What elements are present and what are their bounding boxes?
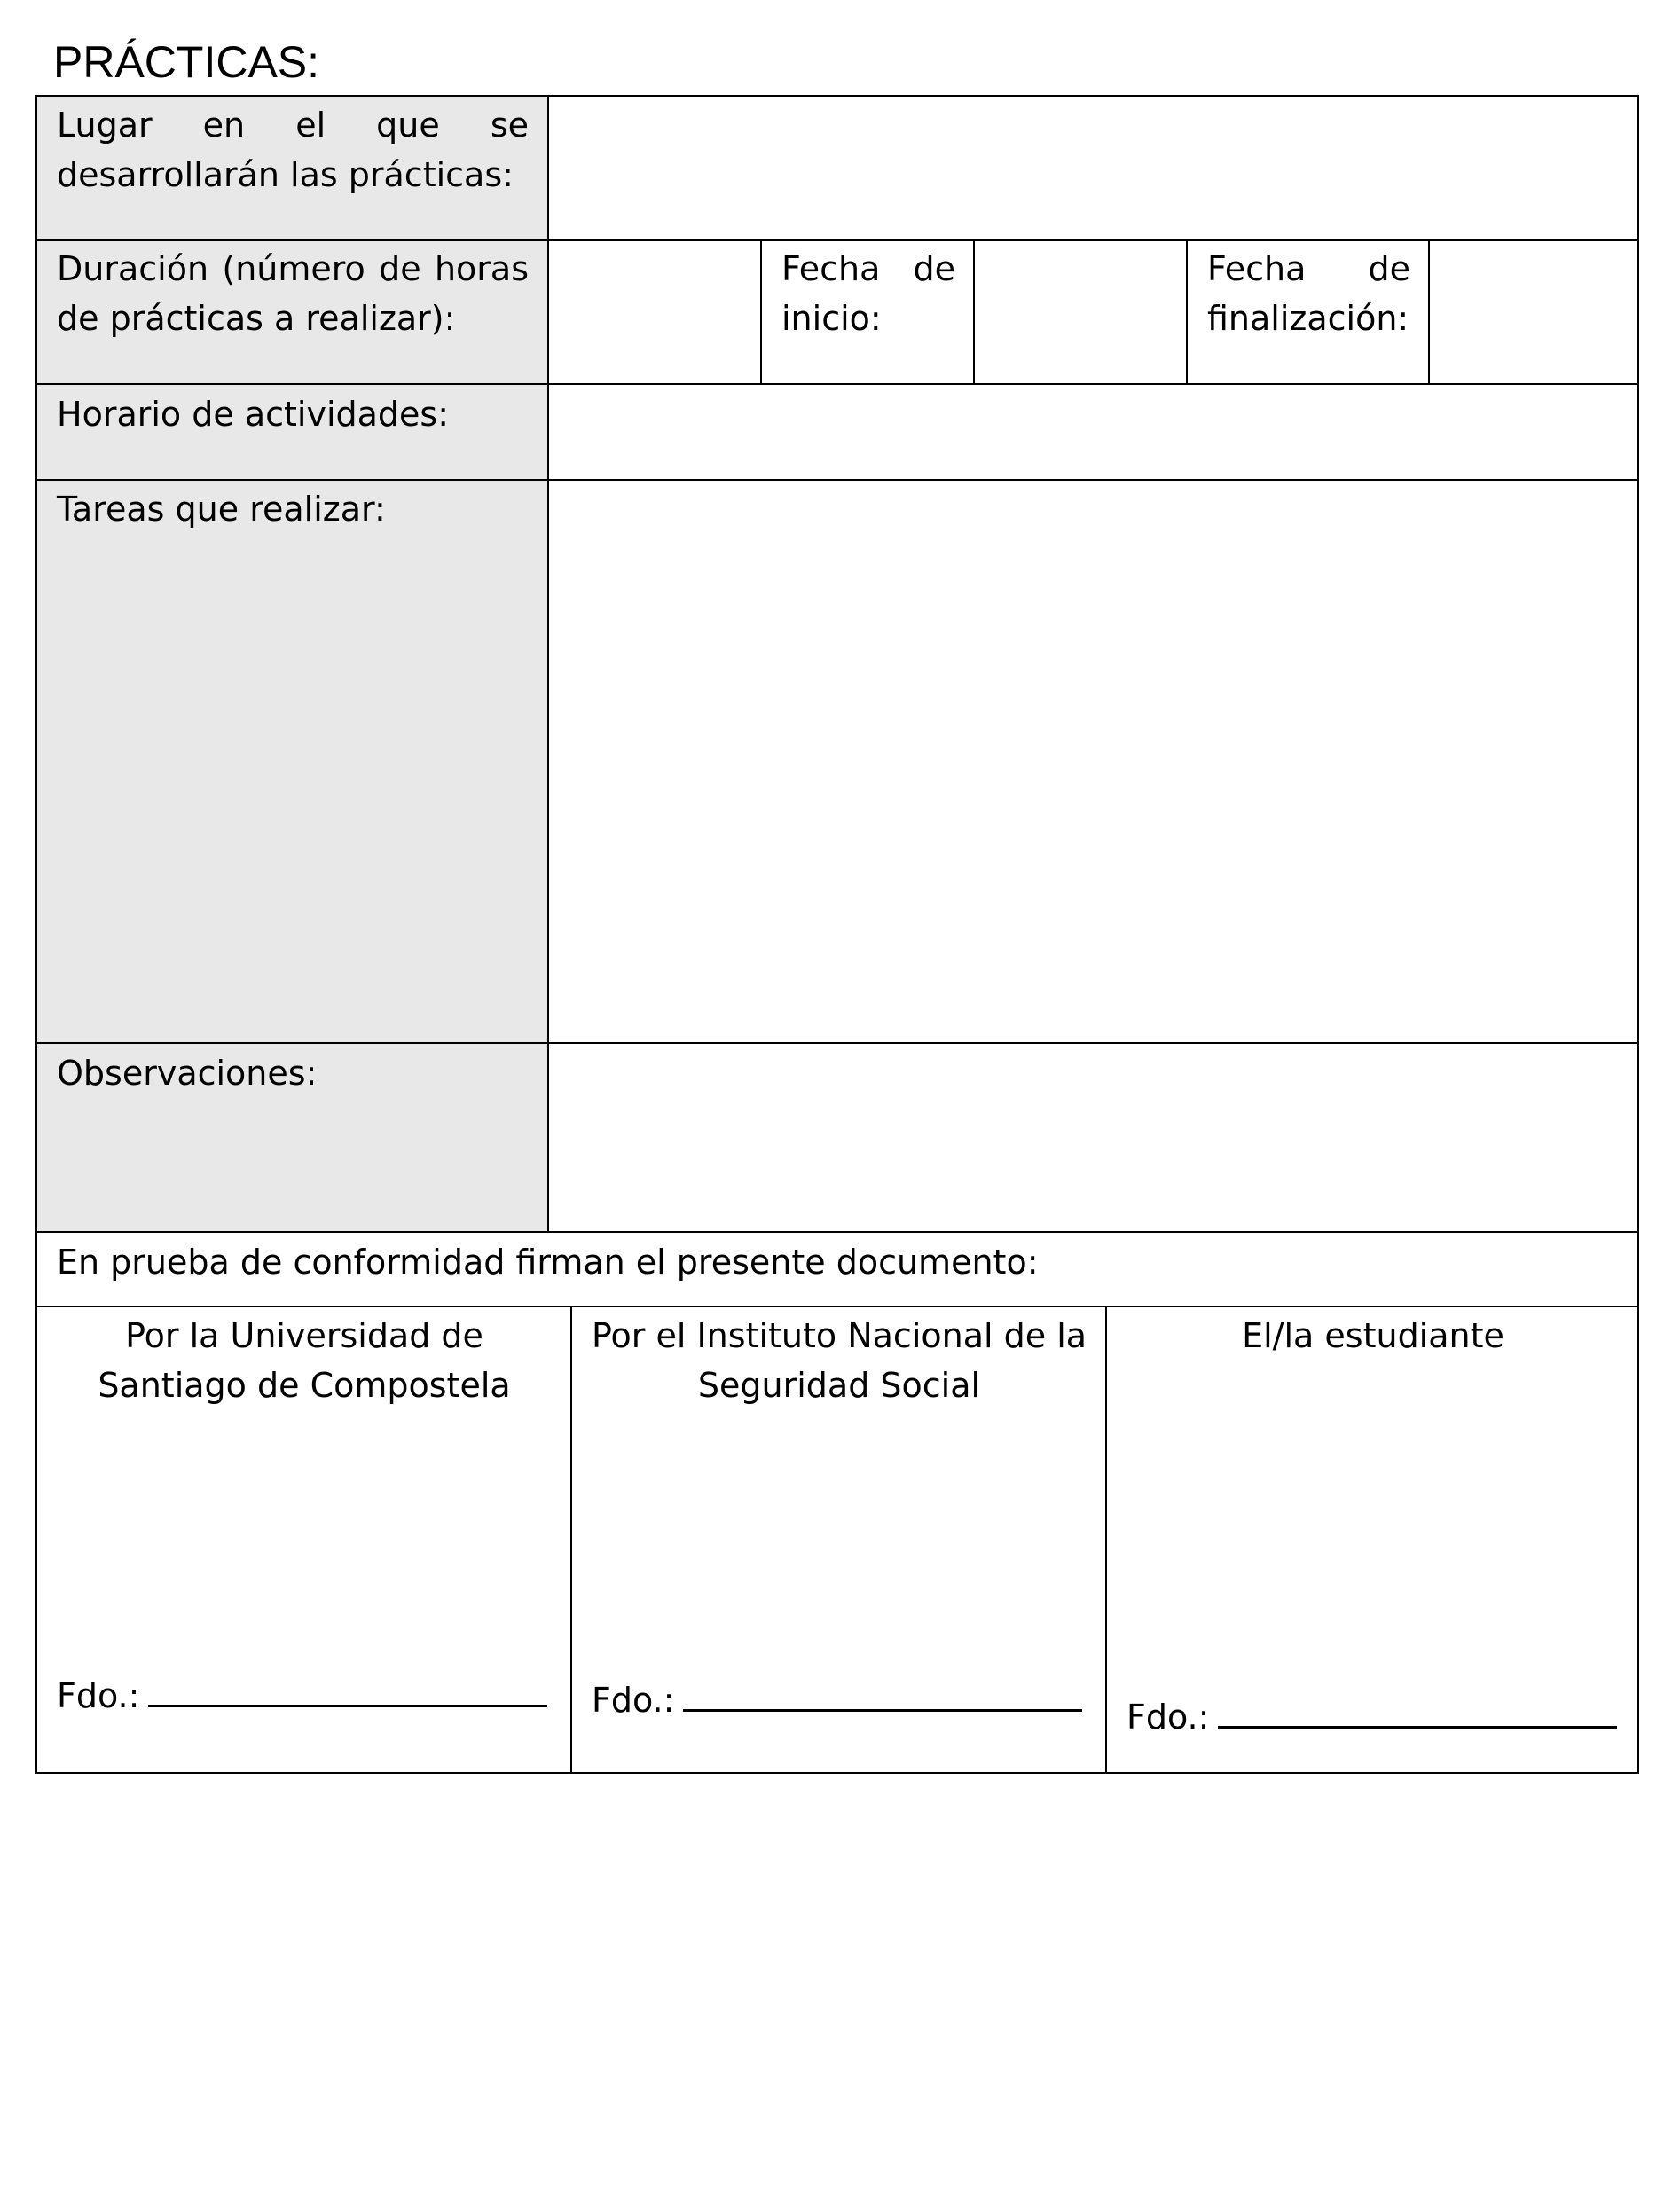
signature-box-estudiante[interactable]	[1107, 1307, 1639, 1774]
fecha-fin-field[interactable]	[1430, 241, 1639, 383]
fdo-label: Fdo.:	[592, 1681, 675, 1720]
observaciones-label: Observaciones:	[57, 1054, 318, 1093]
lugar-label: Lugar en el que se desarrollarán las prácticas:	[57, 106, 529, 194]
duracion-field[interactable]	[549, 241, 760, 383]
signature-line	[148, 1666, 547, 1707]
duracion-label: Duración (número de horas de prácticas a realizar):	[57, 249, 529, 338]
signature-line	[1218, 1687, 1617, 1729]
horario-field[interactable]	[549, 385, 1639, 479]
fdo-label: Fdo.:	[1127, 1698, 1210, 1737]
horario-label: Horario de actividades:	[57, 395, 450, 434]
signature-heading: Por el Instituto Nacional de la Seguridad Social	[591, 1316, 1087, 1405]
fecha-fin-label: Fecha de finalización:	[1207, 249, 1410, 338]
column-divider	[760, 240, 762, 384]
fecha-inicio-label: Fecha de inicio:	[781, 249, 955, 338]
row-divider	[37, 1231, 1639, 1233]
observaciones-field[interactable]	[549, 1044, 1639, 1231]
signature-line	[683, 1670, 1082, 1712]
fdo-label: Fdo.:	[57, 1676, 140, 1715]
tareas-field[interactable]	[549, 481, 1639, 1042]
row-divider	[37, 239, 1639, 241]
fecha-inicio-field[interactable]	[975, 241, 1186, 383]
fdo-line	[1127, 1687, 1617, 1742]
practicas-form	[35, 95, 1639, 1774]
column-divider	[1186, 240, 1188, 384]
signature-heading: Por la Universidad de Santiago de Compostela	[98, 1316, 511, 1405]
conformidad-text: En prueba de conformidad firman el presente documento:	[57, 1243, 1039, 1282]
fdo-line	[592, 1670, 1082, 1725]
tareas-label: Tareas que realizar:	[57, 490, 386, 529]
page-title: PRÁCTICAS:	[53, 37, 320, 87]
fdo-line	[57, 1666, 547, 1721]
signature-heading: El/la estudiante	[1242, 1316, 1504, 1355]
signature-box-universidad[interactable]	[37, 1307, 570, 1774]
signature-box-inss[interactable]	[572, 1307, 1105, 1774]
lugar-field[interactable]	[549, 97, 1639, 239]
